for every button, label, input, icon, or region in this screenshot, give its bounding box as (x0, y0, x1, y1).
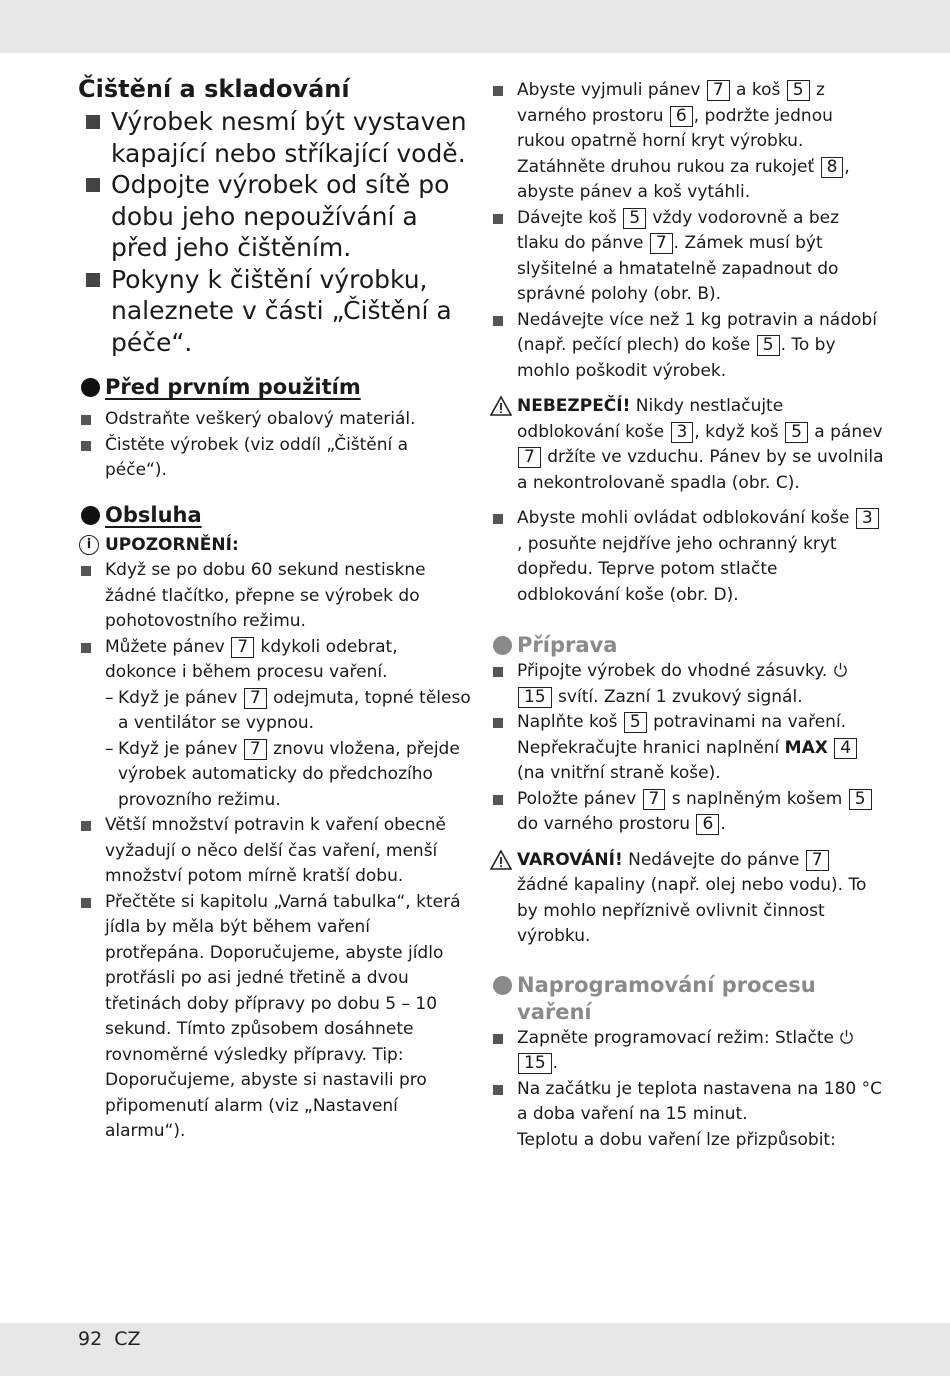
text-fragment: potravinami na vaření. Nepřekračujte hranici naplnění (517, 712, 847, 758)
section-heading (78, 374, 473, 401)
text-fragment: a koš (736, 80, 781, 100)
text-fragment: MAX (784, 737, 828, 758)
bullet-square-icon (86, 178, 100, 192)
text-fragment: , posuňte nejdříve jeho ochranný kryt dopředu. Teprve potom stlačte odblokování koše (obr. D). (517, 533, 837, 605)
list-item (490, 206, 885, 308)
part-number: 6 (670, 106, 693, 127)
text-fragment: Obsluha (105, 502, 202, 527)
text-fragment: s naplněným košem (671, 788, 843, 809)
part-number: 5 (624, 712, 647, 733)
list-item (490, 787, 885, 838)
warning-note (490, 848, 885, 950)
text-fragment: Čistěte výrobek (viz oddíl „Čištění a péče“). (105, 434, 409, 480)
language-code: CZ (114, 1328, 141, 1350)
text-fragment: Větší množství potravin k vaření obecně vyžadují o něco delší čas vaření, menší množství potom mírně kratší dobu. (105, 815, 446, 886)
bullet-square-icon (81, 566, 91, 576)
text-fragment: Dávejte koš (517, 207, 617, 228)
part-number: 7 (643, 789, 666, 810)
bullet-circle-icon (493, 976, 512, 995)
big-bullet (78, 169, 473, 264)
text-fragment: Když je pánev (118, 687, 238, 708)
text-fragment: Můžete pánev (105, 636, 225, 657)
list-item (78, 558, 473, 635)
bullet-square-icon (493, 214, 503, 224)
list-item (78, 890, 473, 1145)
part-number: 5 (785, 422, 808, 443)
text-fragment: znovu vložena, přejde výrobek automaticky do předchozího provozního režimu. (118, 738, 460, 810)
header-bar (0, 0, 950, 53)
part-number: 5 (849, 789, 872, 810)
paragraph (490, 1128, 885, 1154)
text-fragment: (na vnitřní straně koše). (517, 763, 721, 783)
text-fragment: Odstraňte veškerý obalový materiál. (105, 409, 416, 429)
text-fragment: kdykoli odebrat, dokonce i během procesu vaření. (105, 636, 398, 682)
text-fragment: svítí. Zazní 1 zvukový signál. (558, 686, 803, 707)
section-heading (78, 502, 473, 529)
part-number: 7 (244, 688, 267, 709)
part-number: 7 (707, 80, 730, 101)
text-fragment: Nedávejte do pánve (628, 849, 800, 870)
text-fragment: Na začátku je teplota nastavena na 180 °C a doba vaření na 15 minut. (517, 1078, 882, 1124)
text-fragment: Položte pánev (517, 788, 637, 809)
bullet-square-icon (493, 718, 503, 728)
text-fragment: NEBEZPEČÍ! (517, 396, 631, 416)
list-item (490, 659, 885, 710)
part-number: 8 (821, 157, 844, 178)
text-fragment: Naplňte koš (517, 712, 618, 732)
text-fragment: Výrobek nesmí být vystaven kapající nebo stříkající vodě. (111, 107, 467, 168)
text-fragment: . To by mohlo poškodit výrobek. (517, 335, 836, 381)
bullet-square-icon (493, 667, 503, 677)
big-bullet (78, 264, 473, 359)
text-fragment: UPOZORNĚNÍ: (105, 534, 239, 555)
text-fragment: Abyste mohli ovládat odblokování koše (517, 508, 850, 528)
section-heading (490, 972, 885, 1026)
power-icon (833, 662, 848, 677)
part-number: 15 (518, 687, 552, 708)
bullet-square-icon (86, 273, 100, 287)
page-footer (78, 1328, 152, 1350)
text-fragment: VAROVÁNÍ! (517, 849, 623, 870)
dash-item: – Když je pánev 7 znovu vložena, přejde výrobek automaticky do předchozího provozního režimu. (105, 738, 460, 810)
bullet-square-icon (493, 795, 503, 805)
bullet-square-icon (81, 898, 91, 908)
bullet-square-icon (81, 441, 91, 451)
text-fragment: Připojte výrobek do vhodné zásuvky. (517, 661, 828, 681)
section-heading (490, 632, 885, 659)
part-number: 5 (623, 208, 646, 229)
page-title: Čištění a skladování (78, 75, 350, 103)
warning-triangle-icon (490, 395, 512, 417)
text-fragment: . (720, 814, 726, 834)
list-item (490, 710, 885, 787)
text-fragment: , abyste pánev a koš vytáhli. (517, 156, 850, 202)
text-fragment: Odpojte výrobek od sítě po dobu jeho nepoužívání a před jeho čištěním. (111, 170, 450, 262)
text-fragment: , když koš (694, 421, 779, 442)
text-fragment: Nikdy nestlačujte odblokování koše (517, 396, 784, 442)
right-column (490, 78, 885, 1153)
part-number: 7 (806, 850, 829, 871)
part-number: 3 (671, 422, 694, 443)
text-fragment: a pánev (814, 421, 883, 442)
text-fragment: Před prvním použitím (105, 375, 361, 399)
info-icon: i (79, 535, 99, 555)
text-fragment: do varného prostoru (517, 814, 691, 834)
part-number: 7 (650, 233, 673, 254)
bullet-square-icon (493, 86, 503, 96)
bullet-square-icon (81, 415, 91, 425)
text-fragment: . Zámek musí být slyšitelné a hmatatelně zapadnout do správné polohy (obr. B). (517, 233, 839, 304)
part-number: 3 (856, 508, 879, 529)
part-number: 5 (787, 80, 810, 101)
part-number: 15 (518, 1053, 552, 1074)
text-fragment: . (552, 1053, 559, 1073)
text-fragment: z varného prostoru (517, 80, 825, 126)
text-fragment: Příprava (517, 633, 618, 657)
dash-item: – Když je pánev 7 odejmuta, topné těleso a ventilátor se vypnou. (105, 687, 471, 733)
text-fragment: Když se po dobu 60 sekund nestiskne žádné tlačítko, přepne se výrobek do pohotovostního režimu. (105, 560, 426, 631)
list-item (78, 813, 473, 890)
bullet-circle-icon (81, 378, 100, 397)
part-number: 7 (518, 447, 541, 468)
text-fragment: Teplotu a dobu vaření lze přizpůsobit: (517, 1129, 836, 1150)
list-item (78, 433, 473, 484)
bullet-square-icon (493, 1034, 503, 1044)
part-number: 6 (696, 814, 719, 835)
list-item (78, 407, 473, 433)
warning-triangle-icon (490, 849, 512, 871)
bullet-square-icon (81, 643, 91, 653)
text-fragment: Pokyny k čištění výrobku, naleznete v části „Čištění a péče“. (111, 264, 452, 357)
text-fragment: Přečtěte si kapitolu „Varná tabulka“, která jídla by měla být během vaření protřepána. Doporučujeme, abyste jídlo protřásli po asi jedné třetině a dvou třetinách doby přípravy po dobu 5 – 10 sekund. Tímto způsobem dosáhnete rovnoměrné výsledky přípravy. Tip: Doporučujeme, abyste si nastavili pro připomenutí alarm (viz „Nastavení alarmu“). (105, 891, 461, 1141)
page-number: 92 (78, 1328, 103, 1350)
part-number: 7 (231, 637, 254, 658)
part-number: 7 (244, 739, 267, 760)
text-fragment: Naprogramování procesu vaření (517, 972, 816, 1024)
text-fragment: , podržte jednou rukou opatrně horní kryt výrobku. Zatáhněte druhou rukou za rukojeť (517, 105, 833, 177)
big-bullet (78, 106, 473, 169)
bullet-square-icon (86, 115, 100, 129)
part-number: 4 (834, 738, 857, 759)
text-fragment: Abyste vyjmuli pánev (517, 80, 701, 100)
text-fragment: vždy vodorovně a bez tlaku do pánve (517, 207, 840, 253)
list-item (78, 635, 473, 686)
list-item (490, 1077, 885, 1128)
list-item (490, 1026, 885, 1077)
text-fragment: odejmuta, topné těleso a ventilátor se vypnou. (118, 687, 471, 733)
text-fragment: Zapněte programovací režim: Stlačte (517, 1027, 835, 1048)
list-item (490, 506, 885, 608)
text-fragment: držíte ve vzduchu. Pánev by se uvolnila a nekontrolovaně spadla (obr. C). (517, 447, 884, 493)
text-fragment: Když je pánev (118, 738, 238, 759)
list-item (490, 308, 885, 385)
left-column (78, 72, 473, 1145)
danger-note (490, 394, 885, 496)
power-icon (839, 1029, 854, 1044)
bullet-circle-icon (81, 506, 100, 525)
text-fragment: žádné kapaliny (např. olej nebo vodu). To by mohlo nepříznivě ovlivnit činnost výrobku. (517, 875, 867, 946)
bullet-square-icon (493, 1085, 503, 1095)
note-heading (78, 533, 473, 559)
part-number: 5 (757, 335, 780, 356)
bullet-square-icon (493, 514, 503, 524)
bullet-square-icon (81, 821, 91, 831)
text-fragment: Nedávejte více než 1 kg potravin a nádobí (např. pečící plech) do koše (517, 309, 877, 355)
bullet-circle-icon (493, 636, 512, 655)
bullet-square-icon (493, 316, 503, 326)
list-item (490, 78, 885, 206)
